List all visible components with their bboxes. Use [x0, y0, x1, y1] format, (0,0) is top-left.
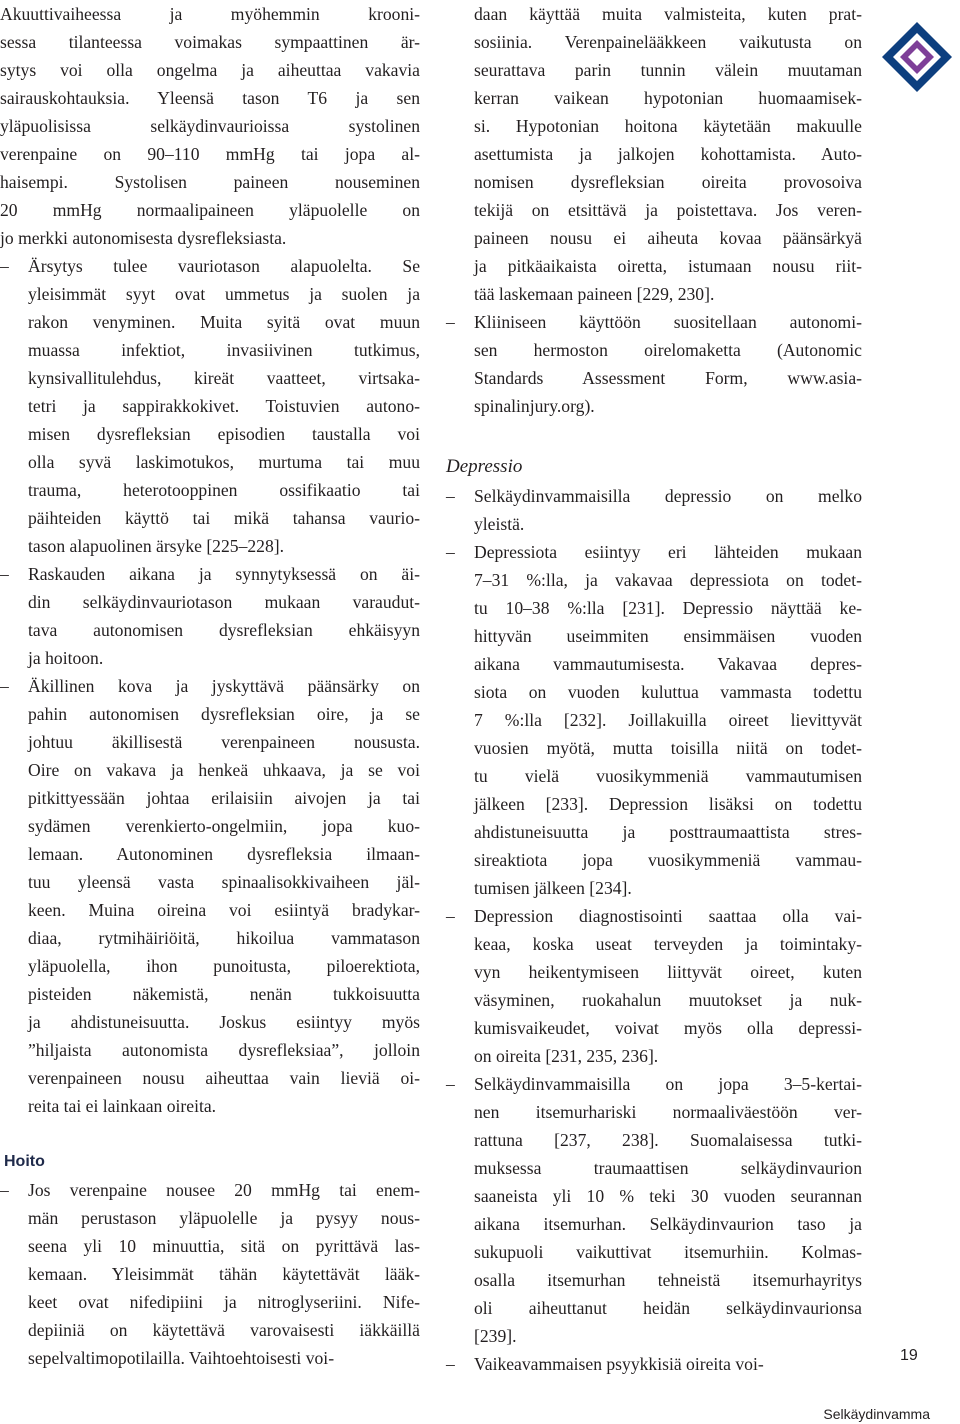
paragraph-line: Depression diagnostisointi saattaa olla vai- — [474, 906, 862, 926]
bullet-dash: – — [446, 1354, 455, 1374]
bullet-dash: – — [0, 1180, 9, 1200]
paragraph-line: rattuna [237, 238]. Suomalaisessa tutki- — [474, 1130, 862, 1150]
bullet-dash: – — [0, 564, 9, 584]
paragraph-line: 7–31 %:lla, ja vakavaa depressiota on todet- — [474, 570, 862, 590]
paragraph-line: paineen nousu ei aiheuta kovaa päänsärkyä — [474, 228, 862, 248]
paragraph-line: tuu yleensä vasta spinaalisokkivaiheen jäl- — [28, 872, 420, 892]
paragraph-line: Raskauden aikana ja synnytyksessä on äi- — [28, 564, 420, 584]
paragraph-line: keen. Muina oireina voi esiintyä bradykar- — [28, 900, 420, 920]
paragraph-line: tu vielä vuosikymmeniä vammautumisen — [474, 766, 862, 786]
paragraph-line: Oire on vakava ja henkeä uhkaava, ja se voi — [28, 760, 420, 780]
page-number: 19 — [900, 1347, 918, 1364]
paragraph-line: [239]. — [474, 1326, 517, 1346]
paragraph-line: ja ahdistuneisuutta. Joskus esiintyy myös — [28, 1012, 420, 1032]
paragraph-line: yleistä. — [474, 514, 525, 534]
paragraph-line: kerran vaikean hypotonian huomaamisek- — [474, 88, 862, 108]
paragraph-line: pisteiden näkemistä, nenän tukkoisuutta — [28, 984, 420, 1004]
paragraph-line: osalla itsemurhan tehneistä itsemurhayritys — [474, 1270, 862, 1290]
paragraph-line: sen hermoston oirelomaketta (Autonomic — [474, 340, 862, 360]
paragraph-line: ”hiljaista autonomista dysrefleksiaa”, jolloin — [28, 1040, 420, 1060]
paragraph-line: nomisen dysrefleksian oireita provosoiva — [474, 172, 862, 192]
paragraph-line: tu 10–38 %:lla [231]. Depressio näyttää ke- — [474, 598, 862, 618]
paragraph-line: kemaan. Yleisimmät tähän käytettävät lääk- — [28, 1264, 420, 1284]
paragraph-line: verenpaineen nousu aiheuttaa vain lieviä oi- — [28, 1068, 420, 1088]
paragraph-line: rakon venyminen. Muita syitä ovat muun — [28, 312, 420, 332]
paragraph-line: nen itsemurhariski normaaliväestöön ver- — [474, 1102, 862, 1122]
paragraph-line: reita tai ei lainkaan oireita. — [28, 1096, 217, 1116]
paragraph-line: seena yli 10 minuuttia, sitä on pyrittävä las- — [28, 1236, 420, 1256]
paragraph-line: saaneista yli 10 % teki 30 vuoden seurannan — [474, 1186, 862, 1206]
paragraph-line: yläpuolella, ihon punoitusta, piloerektiota, — [28, 956, 420, 976]
paragraph-line: tason alapuolinen ärsyke [225–228]. — [28, 536, 285, 556]
paragraph-line: asettumista ja jalkojen kohottamista. Auto- — [474, 144, 862, 164]
paragraph-line: väsyminen, ruokahalun muutokset ja nuk- — [474, 990, 862, 1010]
bullet-dash: – — [446, 312, 455, 332]
paragraph-line: ahdistuneisuutta ja posttraumaattista stres- — [474, 822, 862, 842]
paragraph-line: oli aiheuttanut heidän selkäydinvaurionsa — [474, 1298, 862, 1318]
paragraph-line: muassa infektiot, invasiivinen tutkimus, — [28, 340, 420, 360]
paragraph-line: kynsivallitulehdus, kireät vaatteet, virtsaka- — [28, 368, 420, 388]
paragraph-line: lemaan. Autonominen dysrefleksia ilmaan- — [28, 844, 420, 864]
bullet-dash: – — [0, 676, 9, 696]
paragraph-line: tää laskemaan paineen [229, 230]. — [474, 284, 715, 304]
bullet-dash: – — [446, 1074, 455, 1094]
paragraph-line: Standards Assessment Form, www.asia- — [474, 368, 862, 388]
paragraph-line: Selkäydinvammaisilla on jopa 3–5-kertai- — [474, 1074, 862, 1094]
paragraph-line: vuosien myötä, mutta toisilla niitä on todet- — [474, 738, 862, 758]
paragraph-line: sytys voi olla ongelma ja aiheuttaa vakavia — [0, 60, 420, 80]
paragraph-line: misen dysrefleksian episodien taustalla voi — [28, 424, 420, 444]
paragraph-line: pahin autonomisen dysrefleksian oire, ja se — [28, 704, 420, 724]
paragraph-line: ja pitkäaikaista oiretta, istumaan nousu riit- — [474, 256, 862, 276]
paragraph-line: tekijä on etsittävä ja poistettava. Jos veren- — [474, 200, 862, 220]
paragraph-line: sairauskohtauksia. Yleensä tason T6 ja sen — [0, 88, 420, 108]
paragraph-line: Akuuttivaiheessa ja myöhemmin krooni- — [0, 4, 420, 24]
paragraph-line: on oireita [231, 235, 236]. — [474, 1046, 659, 1066]
paragraph-line: olla syvä laskimotukos, murtuma tai muu — [28, 452, 420, 472]
diamond-logo-icon — [880, 20, 954, 94]
paragraph-line: din selkäydinvauriotason mukaan varaudut- — [28, 592, 420, 612]
paragraph-line: haisempi. Systolisen paineen nouseminen — [0, 172, 420, 192]
paragraph-line: Vaikeavammaisen psyykkisiä oireita voi- — [474, 1354, 764, 1374]
paragraph-line: tava autonomisen dysrefleksian ehkäisyyn — [28, 620, 420, 640]
paragraph-line: Depressiota esiintyy eri lähteiden mukaan — [474, 542, 862, 562]
paragraph-line: depiiniä on käytettävä varovaisesti iäkkäillä — [28, 1320, 420, 1340]
section-heading-hoito: Hoito — [4, 1153, 45, 1170]
paragraph-line: kumisvaikeudet, voivat myös olla depressi- — [474, 1018, 862, 1038]
paragraph-line: keet ovat nifedipiini ja nitroglyseriini. Nife- — [28, 1292, 420, 1312]
bullet-dash: – — [446, 906, 455, 926]
bullet-dash: – — [0, 256, 9, 276]
paragraph-line: män perustason yläpuolelle ja pysyy nous- — [28, 1208, 420, 1228]
paragraph-line: spinalinjury.org). — [474, 396, 595, 416]
paragraph-line: sukupuoli vaikuttivat itsemurhiin. Kolmas- — [474, 1242, 862, 1262]
paragraph-line: sosiinia. Verenpainelääkkeen vaikutusta on — [474, 32, 862, 52]
paragraph-line: pitkittyessään johtaa erilaisiin aivojen ja tai — [28, 788, 420, 808]
paragraph-line: Jos verenpaine nousee 20 mmHg tai enem- — [28, 1180, 420, 1200]
paragraph-line: jälkeen [233]. Depression lisäksi on todettu — [474, 794, 862, 814]
paragraph-line: sepelvaltimopotilailla. Vaihtoehtoisesti voi- — [28, 1348, 335, 1368]
paragraph-line: yläpuolisissa selkäydinvaurioissa systolinen — [0, 116, 420, 136]
paragraph-line: tetri ja sappirakkokivet. Toistuvien autono- — [28, 396, 420, 416]
paragraph-line: daan käyttää muita valmisteita, kuten prat- — [474, 4, 862, 24]
paragraph-line: vyn heikentymiseen liittyvät oireet, kuten — [474, 962, 862, 982]
paragraph-line: hittyvän useimmiten ensimmäisen vuoden — [474, 626, 862, 646]
paragraph-line: johtuu äkillisestä verenpaineen noususta. — [28, 732, 420, 752]
paragraph-line: 20 mmHg normaalipaineen yläpuolelle on — [0, 200, 420, 220]
paragraph-line: Äkillinen kova ja jyskyttävä päänsärky on — [28, 676, 420, 696]
paragraph-line: jo merkki autonomisesta dysrefleksiasta. — [0, 228, 287, 248]
bullet-dash: – — [446, 542, 455, 562]
paragraph-line: verenpaine on 90–110 mmHg tai jopa al- — [0, 144, 420, 164]
paragraph-line: Kliiniseen käyttöön suositellaan autonomi- — [474, 312, 862, 332]
running-footer-title: Selkäydinvamma — [823, 1406, 930, 1422]
paragraph-line: siota on vuoden kuluttua vammasta todettu — [474, 682, 862, 702]
paragraph-line: si. Hypotonian hoitona käytetään makuulle — [474, 116, 862, 136]
paragraph-line: sessa tilanteessa voimakas sympaattinen är- — [0, 32, 420, 52]
paragraph-line: trauma, heterotooppinen ossifikaatio tai — [28, 480, 420, 500]
bullet-dash: – — [446, 486, 455, 506]
paragraph-line: muksessa traumaattisen selkäydinvaurion — [474, 1158, 862, 1178]
paragraph-line: seurattava parin tunnin välein muutaman — [474, 60, 862, 80]
section-heading-depressio: Depressio — [446, 456, 523, 477]
paragraph-line: 7 %:lla [232]. Joillakuilla oireet lievittyvät — [474, 710, 862, 730]
paragraph-line: keaa, koska useat terveyden ja toimintaky- — [474, 934, 862, 954]
paragraph-line: aikana itsemurhan. Selkäydinvaurion taso ja — [474, 1214, 862, 1234]
paragraph-line: sydämen verenkierto-ongelmiin, jopa kuo- — [28, 816, 420, 836]
paragraph-line: tumisen jälkeen [234]. — [474, 878, 632, 898]
paragraph-line: Ärsytys tulee vauriotason alapuolelta. Se — [28, 256, 420, 276]
paragraph-line: diaa, rytmihäiriöitä, hikoilua vammatason — [28, 928, 420, 948]
paragraph-line: Selkäydinvammaisilla depressio on melko — [474, 486, 862, 506]
paragraph-line: sireaktiota jopa vuosikymmeniä vammau- — [474, 850, 862, 870]
paragraph-line: ja hoitoon. — [28, 648, 104, 668]
paragraph-line: aikana vammautumisesta. Vakavaa depres- — [474, 654, 862, 674]
paragraph-line: yleisimmät syyt ovat ummetus ja suolen ja — [28, 284, 420, 304]
paragraph-line: päihteiden käyttö tai mikä tahansa vaurio- — [28, 508, 420, 528]
